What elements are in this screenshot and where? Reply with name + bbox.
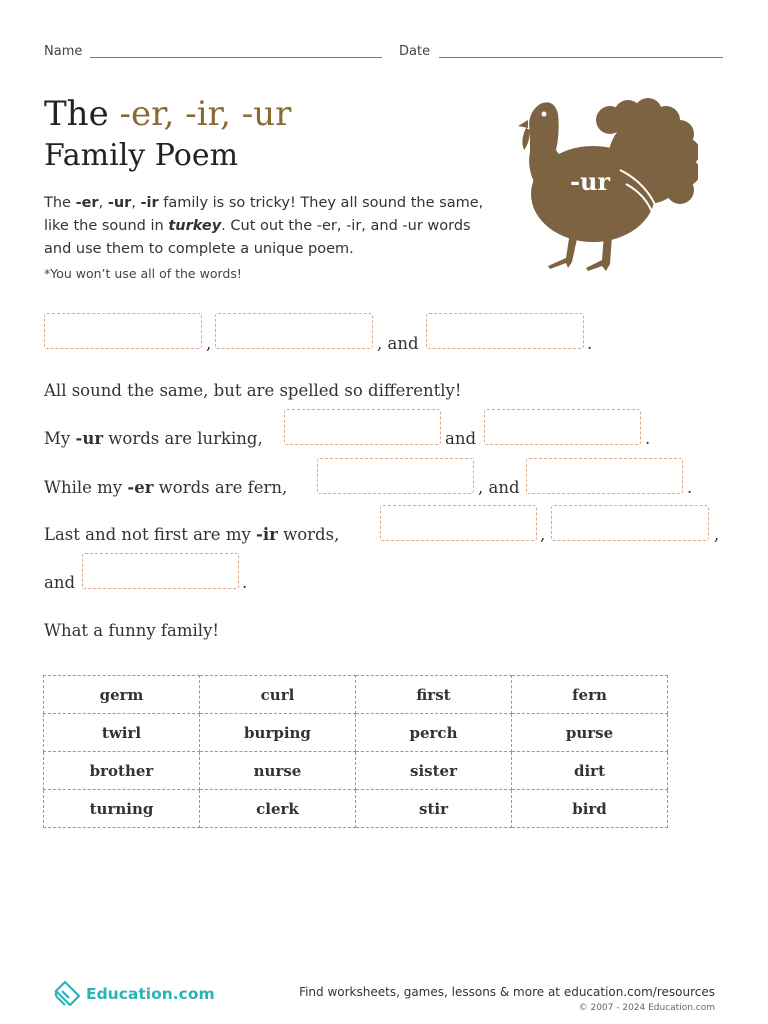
blank-box[interactable] bbox=[215, 313, 373, 349]
page-title bbox=[44, 94, 291, 134]
word-card[interactable]: bird bbox=[512, 790, 668, 828]
and-text: , and bbox=[478, 478, 520, 497]
logo-text: Education.com bbox=[86, 985, 215, 1003]
poem-line-5 bbox=[44, 525, 339, 544]
poem-line-2: All sound the same, but are spelled so differently! bbox=[44, 381, 462, 400]
word-card[interactable]: fern bbox=[512, 676, 668, 714]
poem-text: My bbox=[44, 429, 76, 448]
intro-text: . Cut out the -er, -ir, and -ur words and use them to complete a unique poem. bbox=[44, 218, 471, 257]
word-card[interactable]: germ bbox=[44, 676, 200, 714]
blank-box[interactable] bbox=[526, 458, 683, 494]
date-line[interactable] bbox=[439, 57, 723, 58]
word-row bbox=[44, 714, 668, 752]
intro-text: , bbox=[98, 195, 108, 211]
poem-text: While my bbox=[44, 478, 128, 497]
period: . bbox=[242, 573, 248, 592]
poem-text: words, bbox=[277, 525, 340, 544]
blank-box[interactable] bbox=[426, 313, 584, 349]
poem-line-4 bbox=[44, 478, 287, 497]
poem-text: words are lurking, bbox=[103, 429, 263, 448]
poem-text: Last and not first are my bbox=[44, 525, 257, 544]
turkey-illustration bbox=[508, 92, 698, 277]
poem-ur: -ur bbox=[75, 429, 104, 448]
poem-text: words are fern, bbox=[153, 478, 288, 497]
comma: , bbox=[714, 525, 720, 544]
word-card[interactable]: sister bbox=[356, 752, 512, 790]
poem-line-6: and bbox=[44, 573, 76, 592]
name-line[interactable] bbox=[90, 57, 382, 58]
intro-text: The bbox=[44, 195, 76, 211]
intro-ur: -ur bbox=[107, 195, 132, 211]
comma: , bbox=[206, 334, 212, 353]
word-card[interactable]: twirl bbox=[44, 714, 200, 752]
date-label: Date bbox=[399, 44, 431, 59]
blank-box[interactable] bbox=[317, 458, 474, 494]
logo-icon bbox=[52, 979, 82, 1009]
poem-er: -er bbox=[127, 478, 154, 497]
word-card[interactable]: clerk bbox=[200, 790, 356, 828]
intro-turkey: turkey bbox=[168, 218, 222, 234]
intro-text: , bbox=[131, 195, 141, 211]
word-card[interactable]: nurse bbox=[200, 752, 356, 790]
word-card[interactable]: brother bbox=[44, 752, 200, 790]
turkey-label: -ur bbox=[570, 167, 611, 196]
word-card[interactable]: burping bbox=[200, 714, 356, 752]
word-row bbox=[44, 676, 668, 714]
blank-box[interactable] bbox=[551, 505, 709, 541]
poem-line-7: What a funny family! bbox=[44, 621, 220, 640]
word-card[interactable]: curl bbox=[200, 676, 356, 714]
education-logo[interactable] bbox=[52, 979, 215, 1009]
poem-line-3 bbox=[44, 429, 263, 448]
footer-copyright: © 2007 - 2024 Education.com bbox=[578, 1003, 715, 1013]
word-row bbox=[44, 790, 668, 828]
word-card[interactable]: turning bbox=[44, 790, 200, 828]
word-card[interactable]: stir bbox=[356, 790, 512, 828]
and-text: , and bbox=[377, 334, 419, 353]
blank-box[interactable] bbox=[44, 313, 202, 349]
blank-box[interactable] bbox=[484, 409, 641, 445]
word-row bbox=[44, 752, 668, 790]
page-subtitle: Family Poem bbox=[44, 138, 239, 173]
note: *You won’t use all of the words! bbox=[44, 266, 242, 281]
title-highlight: -er, -ir, -ur bbox=[119, 94, 292, 134]
footer-tagline: Find worksheets, games, lessons & more at education.com/resources bbox=[299, 985, 715, 999]
comma: , bbox=[540, 525, 546, 544]
blank-box[interactable] bbox=[284, 409, 441, 445]
period: . bbox=[645, 429, 651, 448]
word-card[interactable]: dirt bbox=[512, 752, 668, 790]
word-card[interactable]: first bbox=[356, 676, 512, 714]
intro-text: family is so tricky! They all sound the same, like the sound in bbox=[44, 195, 484, 234]
word-card[interactable]: purse bbox=[512, 714, 668, 752]
intro-ir: -ir bbox=[140, 195, 159, 211]
and-text: and bbox=[445, 429, 477, 448]
period: . bbox=[687, 478, 693, 497]
word-card[interactable]: perch bbox=[356, 714, 512, 752]
period: . bbox=[587, 334, 593, 353]
poem-ir: -ir bbox=[256, 525, 278, 544]
title-prefix: The bbox=[44, 94, 120, 134]
instructions bbox=[44, 192, 484, 261]
word-bank bbox=[43, 675, 668, 828]
name-label: Name bbox=[44, 44, 83, 59]
blank-box[interactable] bbox=[82, 553, 239, 589]
intro-er: -er bbox=[75, 195, 99, 211]
blank-box[interactable] bbox=[380, 505, 537, 541]
